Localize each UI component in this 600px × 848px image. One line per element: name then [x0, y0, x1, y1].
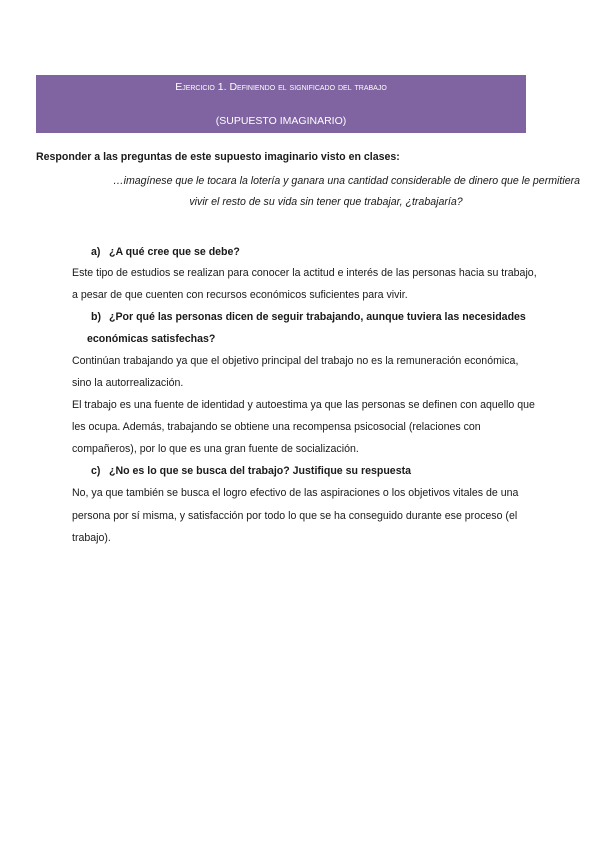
instructions-heading: Responder a las preguntas de este supuesto imaginario visto en clases: [36, 151, 400, 163]
exercise-subtitle: (SUPUESTO IMAGINARIO) [215, 115, 347, 127]
question-b-text: ¿Por qué las personas dicen de seguir trabajando, aunque tuviera las necesidades [109, 311, 526, 323]
question-a-text: ¿A qué cree que se debe? [109, 246, 240, 258]
exercise-banner [36, 75, 526, 133]
question-a-marker: a) [91, 246, 101, 258]
scenario-quote-line-1: …imagínese que le tocara la lotería y ganara una cantidad considerable de dinero que le permitiera [113, 175, 581, 187]
answer-b-line: compañeros), por lo que es una gran fuente de socialización. [72, 443, 359, 455]
answer-a-line: Este tipo de estudios se realizan para conocer la actitud e interés de las personas hacia su trabajo, [72, 267, 537, 279]
scenario-quote-line-2: vivir el resto de su vida sin tener que trabajar, ¿trabajaría? [189, 196, 463, 208]
question-c-text: ¿No es lo que se busca del trabajo? Justifique su respuesta [109, 465, 411, 477]
answer-c-line: persona por sí misma, y satisfacción por todo lo que se ha conseguido durante ese proceso (el [72, 510, 518, 522]
answer-b-line: El trabajo es una fuente de identidad y autoestima ya que las personas se definen con aquello que [72, 399, 535, 411]
question-c-marker: c) [91, 465, 101, 477]
exercise-title: Ejercicio 1. Definiendo el significado del trabajo [175, 81, 387, 93]
answer-b-line: Continúan trabajando ya que el objetivo principal del trabajo no es la remuneración económica, [72, 355, 519, 367]
question-b-text: económicas satisfechas? [87, 333, 216, 345]
answer-c-line: No, ya que también se busca el logro efectivo de las aspiraciones o los objetivos vitales de una [72, 487, 519, 499]
answer-c-line: trabajo). [72, 532, 111, 544]
answer-b-line: les ocupa. Además, trabajando se obtiene una recompensa psicosocial (relaciones con [72, 421, 481, 433]
answer-a-line: a pesar de que cuenten con recursos económicos suficientes para vivir. [72, 289, 408, 301]
answer-b-line: sino la autorrealización. [72, 377, 184, 389]
question-b-marker: b) [91, 311, 101, 323]
